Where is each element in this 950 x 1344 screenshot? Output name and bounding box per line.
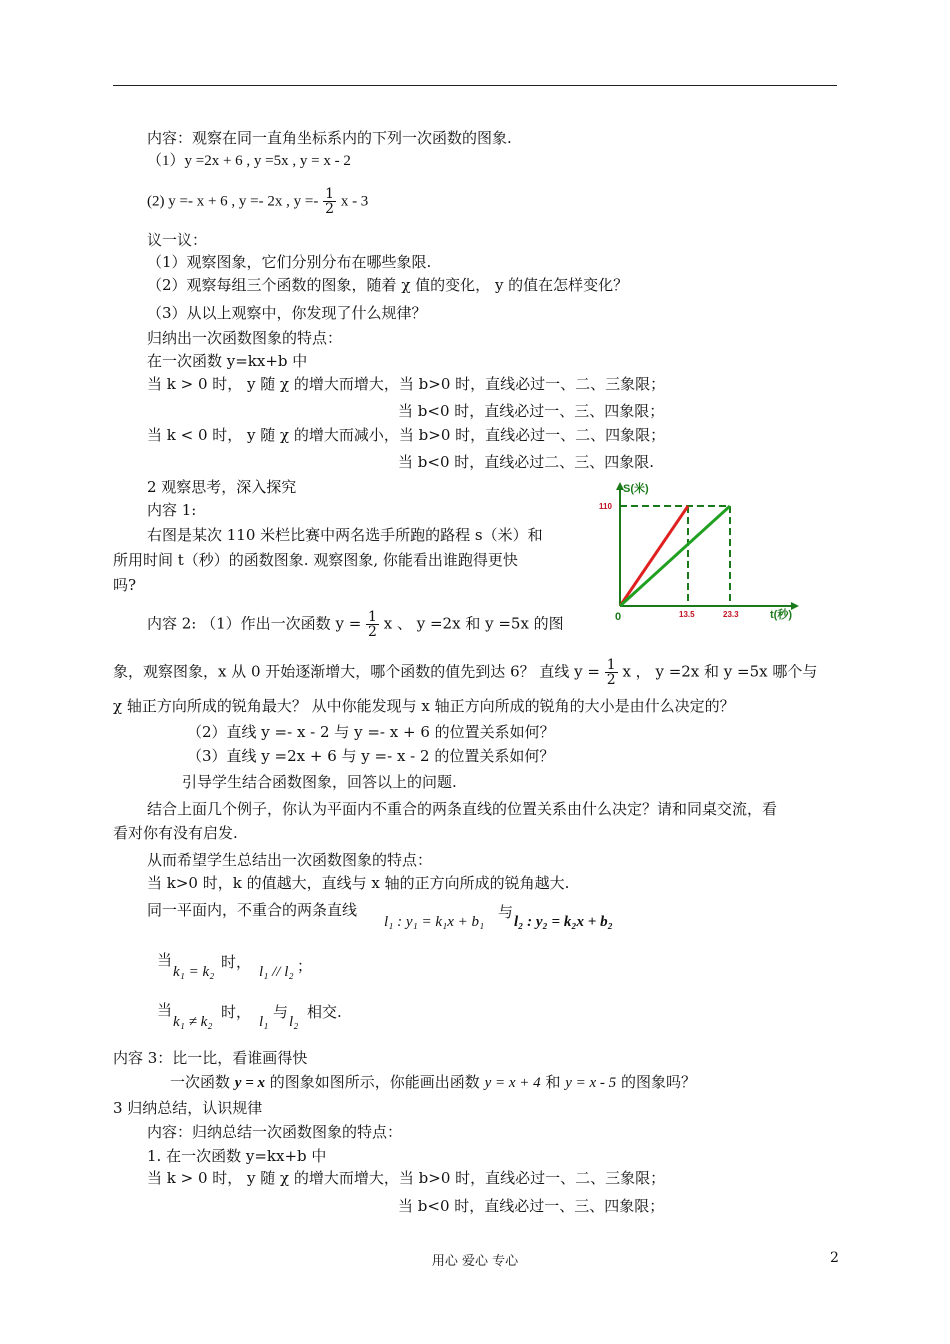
combine-text-2: 看对你有没有启发. (113, 824, 238, 842)
line-l2-equation: l₂ : y₂ = k₂x + b₂ (514, 914, 613, 930)
hope-text: 从而希望学生总结出一次函数图象的特点： (147, 851, 433, 869)
y-axis-label: S(米) (623, 483, 649, 495)
parallel-relation: l₁ // l₂ (259, 964, 294, 980)
content-3-g: 的图象吗？ (620, 1073, 696, 1091)
rule-k-positive-b-negative: 当 b<0 时，直线必过一、三、四象限； (398, 402, 665, 420)
content-3-text (170, 1072, 696, 1093)
content-1-label: 内容 1: (147, 501, 197, 519)
fraction-half: $\frac{1}{2}$ (368, 609, 377, 640)
semicolon: ； (297, 957, 313, 975)
content-1-text-2: 所用时间 t（秒）的函数图象. 观察图象, 你能看出谁跑得更快 (113, 551, 518, 569)
section-3-rule-b-negative: 当 b<0 时，直线必过一、三、四象限； (398, 1197, 665, 1215)
content-2-line-2 (113, 658, 817, 687)
runner-red-line (620, 506, 688, 606)
time-text-1: 时， (221, 953, 252, 971)
function-group-1: （1）y =2x + 6 , y =5x , y = x - 2 (147, 153, 351, 169)
x-axis-label: t(秒) (770, 609, 792, 621)
content-3-func-1: y = x + 4 (484, 1075, 541, 1091)
and-text: 与 (498, 903, 514, 921)
rule-k-negative: 当 k < 0 时， y 随 χ 的增大而减小，当 b>0 时，直线必过一、二、四象限； (147, 426, 666, 444)
y-tick-110: 110 (599, 502, 612, 511)
two-lines-intro-text: 同一平面内，不重合的两条直线 (147, 901, 358, 919)
fraction-half: $\frac{1}{2}$ (325, 186, 335, 217)
rule-k-positive: 当 k > 0 时， y 随 χ 的增大而增大，当 b>0 时，直线必过一、二、三象限； (147, 375, 666, 393)
line-l1-equation: l₁ : y₁ = k₁x + b₁ (384, 914, 485, 930)
content-2-q2: （2）直线 y =- x - 2 与 y =- x + 6 的位置关系如何？ (187, 723, 555, 741)
k-not-equal: k₁ ≠ k₂ (173, 1014, 213, 1030)
discuss-heading: 议一议： (147, 231, 208, 249)
and-text-2: 与 (273, 1003, 289, 1021)
k-positive-angle: 当 k>0 时，k 的值越大，直线与 x 轴的正方向所成的锐角越大. (147, 874, 570, 892)
header-rule (113, 85, 837, 86)
footer-text: 用心 爱心 专心 (431, 1254, 519, 1269)
content-1-text-3: 吗? (113, 576, 137, 594)
runner-green-line (620, 506, 730, 606)
function-group-2-tail: x - 3 (340, 193, 369, 210)
content-2-line-1 (147, 610, 564, 639)
content-3-func-2: y = x - 5 (565, 1075, 617, 1091)
content-3-a: 一次函数 (170, 1073, 231, 1091)
time-text-2: 时， (221, 1003, 252, 1021)
section-3-content: 内容：归纳总结一次函数图象的特点： (147, 1123, 403, 1141)
content-2-line-1-b: x 、 y =2x 和 y =5x 的图 (383, 614, 564, 633)
when-text-2: 当 (157, 1001, 173, 1019)
content-2-q3: （3）直线 y =2x + 6 与 y =- x - 2 的位置关系如何？ (187, 747, 555, 765)
content-1-text-1: 右图是某次 110 米栏比赛中两名选手所跑的路程 s（米）和 (147, 526, 543, 544)
content-3-y-eq-x: y = x (234, 1075, 266, 1091)
k-equal: k₁ = k₂ (173, 964, 215, 980)
origin-label: 0 (615, 611, 622, 623)
content-2-line-2-b: x ， y =2x 和 y =5x 哪个与 (622, 662, 818, 681)
two-lines-intro (147, 900, 357, 920)
x-axis-arrow-icon (791, 602, 799, 610)
x-tick-23-3: 23.3 (723, 610, 739, 619)
content-3-heading: 内容 3：比一比，看谁画得快 (113, 1049, 308, 1067)
fraction-half: $\frac{1}{2}$ (606, 657, 616, 688)
discuss-q2: （2）观察每组三个函数的图象，随着 χ 值的变化， y 的值在怎样变化？ (147, 276, 629, 294)
combine-text-1: 结合上面几个例子，你认为平面内不重合的两条直线的位置关系由什么决定？请和同桌交流，看 (147, 800, 778, 818)
content-intro: 内容：观察在同一直角坐标系内的下列一次函数的图象. (147, 129, 512, 147)
guide-text: 引导学生结合函数图象，回答以上的问题. (182, 773, 457, 791)
l1-label: l₁ (259, 1014, 269, 1030)
intersect-text: 相交. (307, 1003, 342, 1021)
content-3-and: 和 (545, 1073, 561, 1091)
page-number: 2 (830, 1250, 839, 1266)
race-graph (595, 478, 815, 628)
section-3-heading: 3 归纳总结，认识规律 (113, 1099, 263, 1117)
content-2-line-3: χ 轴正方向所成的锐角最大？ 从中你能发现与 x 轴正方向所成的锐角的大小是由什么决定的？ (113, 697, 735, 715)
content-2-line-1-a: 内容 2: （1）作出一次函数 y = (147, 614, 362, 633)
x-tick-13-5: 13.5 (679, 610, 695, 619)
rule-k-negative-b-negative: 当 b<0 时，直线必过二、三、四象限. (398, 453, 655, 471)
section-3-rule-k-positive: 当 k > 0 时， y 随 χ 的增大而增大，当 b>0 时，直线必过一、二、三象限； (147, 1169, 666, 1187)
content-2-line-2-a: 象，观察图象，x 从 0 开始逐渐增大，哪个函数的值先到达 6？ 直线 y = (113, 662, 600, 681)
when-text-1: 当 (157, 951, 173, 969)
summary-heading: 归纳出一次函数图象的特点： (147, 329, 343, 347)
section-3-item-1: 1. 在一次函数 y=kx+b 中 (147, 1147, 327, 1165)
discuss-q3: （3）从以上观察中，你发现了什么规律？ (147, 304, 427, 322)
content-3-c: 的图象如图所示，你能画出函数 (269, 1073, 480, 1091)
l2-label: l₂ (289, 1014, 299, 1030)
function-group-2-text: (2) y =- x + 6 , y =- 2x , y =- (147, 193, 319, 210)
summary-intro: 在一次函数 y=kx+b 中 (147, 352, 308, 370)
section-2-heading: 2 观察思考，深入探究 (147, 478, 297, 496)
discuss-q1: （1）观察图象，它们分别分布在哪些象限. (147, 253, 432, 271)
function-group-2 (147, 187, 368, 216)
